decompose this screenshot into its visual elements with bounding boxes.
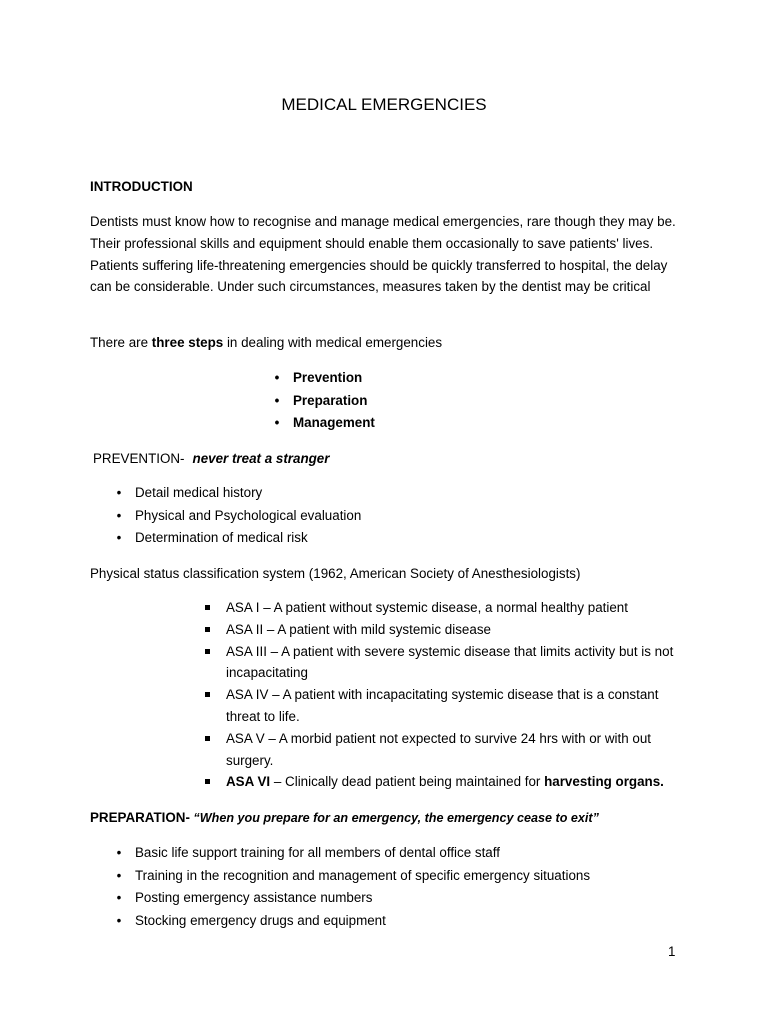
square-bullet-icon (205, 736, 210, 741)
bullet-icon: • (116, 867, 122, 883)
prevention-label: PREVENTION- (93, 451, 185, 466)
bullet-icon: • (274, 392, 280, 408)
square-bullet-icon (205, 627, 210, 632)
step-label: Management (293, 415, 375, 430)
list-item (274, 412, 375, 435)
square-bullet-icon (205, 649, 210, 654)
prevention-item: Detail medical history (135, 485, 263, 500)
square-bullet-icon (205, 605, 210, 610)
preparation-item: Posting emergency assistance numbers (135, 890, 373, 905)
steps-sentence (90, 332, 680, 354)
introduction-heading: INTRODUCTION (90, 179, 193, 194)
list-item (116, 910, 590, 933)
list-item (116, 505, 362, 528)
asa-item-text: – Clinically dead patient being maintained for (270, 774, 545, 790)
page-title: MEDICAL EMERGENCIES (281, 95, 487, 114)
page-number: 1 (668, 944, 676, 959)
list-item (226, 771, 681, 793)
bullet-icon: • (116, 530, 122, 545)
list-item (116, 842, 590, 865)
preparation-list (116, 842, 591, 932)
step-label: Preparation (293, 392, 368, 408)
square-bullet-icon (205, 779, 210, 784)
list-item (274, 390, 375, 413)
steps-sentence-suffix: in dealing with medical emergencies (223, 335, 443, 350)
preparation-item: Training in the recognition and management of specific emergency situations (135, 867, 591, 883)
asa-intro-sentence: Physical status classification system (1962, American Society of Anesthesiologists) (90, 566, 581, 581)
bullet-icon: • (274, 415, 280, 430)
bullet-icon: • (116, 845, 122, 860)
prevention-motto: never treat a stranger (192, 451, 330, 466)
list-item (226, 597, 681, 619)
preparation-label: PREPARATION- (90, 810, 190, 825)
preparation-item: Stocking emergency drugs and equipment (135, 912, 386, 928)
bullet-icon: • (116, 507, 122, 523)
list-item (274, 367, 375, 390)
prevention-list (116, 482, 362, 550)
list-item (226, 728, 681, 772)
preparation-item: Basic life support training for all members of dental office staff (135, 845, 500, 860)
list-item (226, 619, 681, 641)
bullet-icon: • (116, 912, 122, 928)
introduction-paragraph: Dentists must know how to recognise and manage medical emergencies, rare though they may be. Their professional skills and equipment should enable them occasionally to save patients' lives. Patients suffering life-threatening emergencies should be quickly transferred to hospital, the delay can be considerable. Under such circumstances, measures taken by the dentist may be critical (90, 214, 676, 295)
asa-item-text: ASA II – A patient with mild systemic disease (226, 621, 491, 637)
list-item (116, 865, 591, 888)
steps-sentence-bold: three steps (151, 335, 224, 350)
asa-item-text: ASA I – A patient without systemic disease, a normal healthy patient (226, 600, 628, 615)
list-item (226, 641, 681, 685)
steps-list (274, 367, 375, 435)
list-item (116, 482, 361, 505)
bullet-icon: • (274, 370, 280, 385)
asa-classification-list (226, 597, 681, 793)
bullet-icon: • (116, 485, 122, 500)
preparation-heading (90, 807, 599, 829)
steps-sentence-prefix: There are (90, 335, 152, 350)
list-item (116, 887, 590, 910)
list-item (116, 527, 361, 550)
asa-item-bold-suffix: harvesting organs. (544, 774, 664, 790)
bullet-icon: • (116, 890, 122, 905)
asa-item-text: ASA III – A patient with severe systemic disease that limits activity but is not incapacitating (226, 643, 674, 681)
asa-item-text: ASA IV – A patient with incapacitating systemic disease that is a constant threat to life. (226, 687, 659, 724)
prevention-heading (93, 448, 329, 469)
preparation-quote: “When you prepare for an emergency, the emergency cease to exit” (189, 811, 599, 825)
asa-item-bold-prefix: ASA VI (226, 774, 271, 790)
asa-item-text: ASA V – A morbid patient not expected to survive 24 hrs with or with out surgery. (226, 730, 652, 768)
step-label: Prevention (293, 370, 363, 385)
prevention-item: Physical and Psychological evaluation (135, 507, 362, 523)
list-item (226, 684, 681, 728)
prevention-item: Determination of medical risk (135, 530, 308, 545)
square-bullet-icon (205, 692, 210, 697)
